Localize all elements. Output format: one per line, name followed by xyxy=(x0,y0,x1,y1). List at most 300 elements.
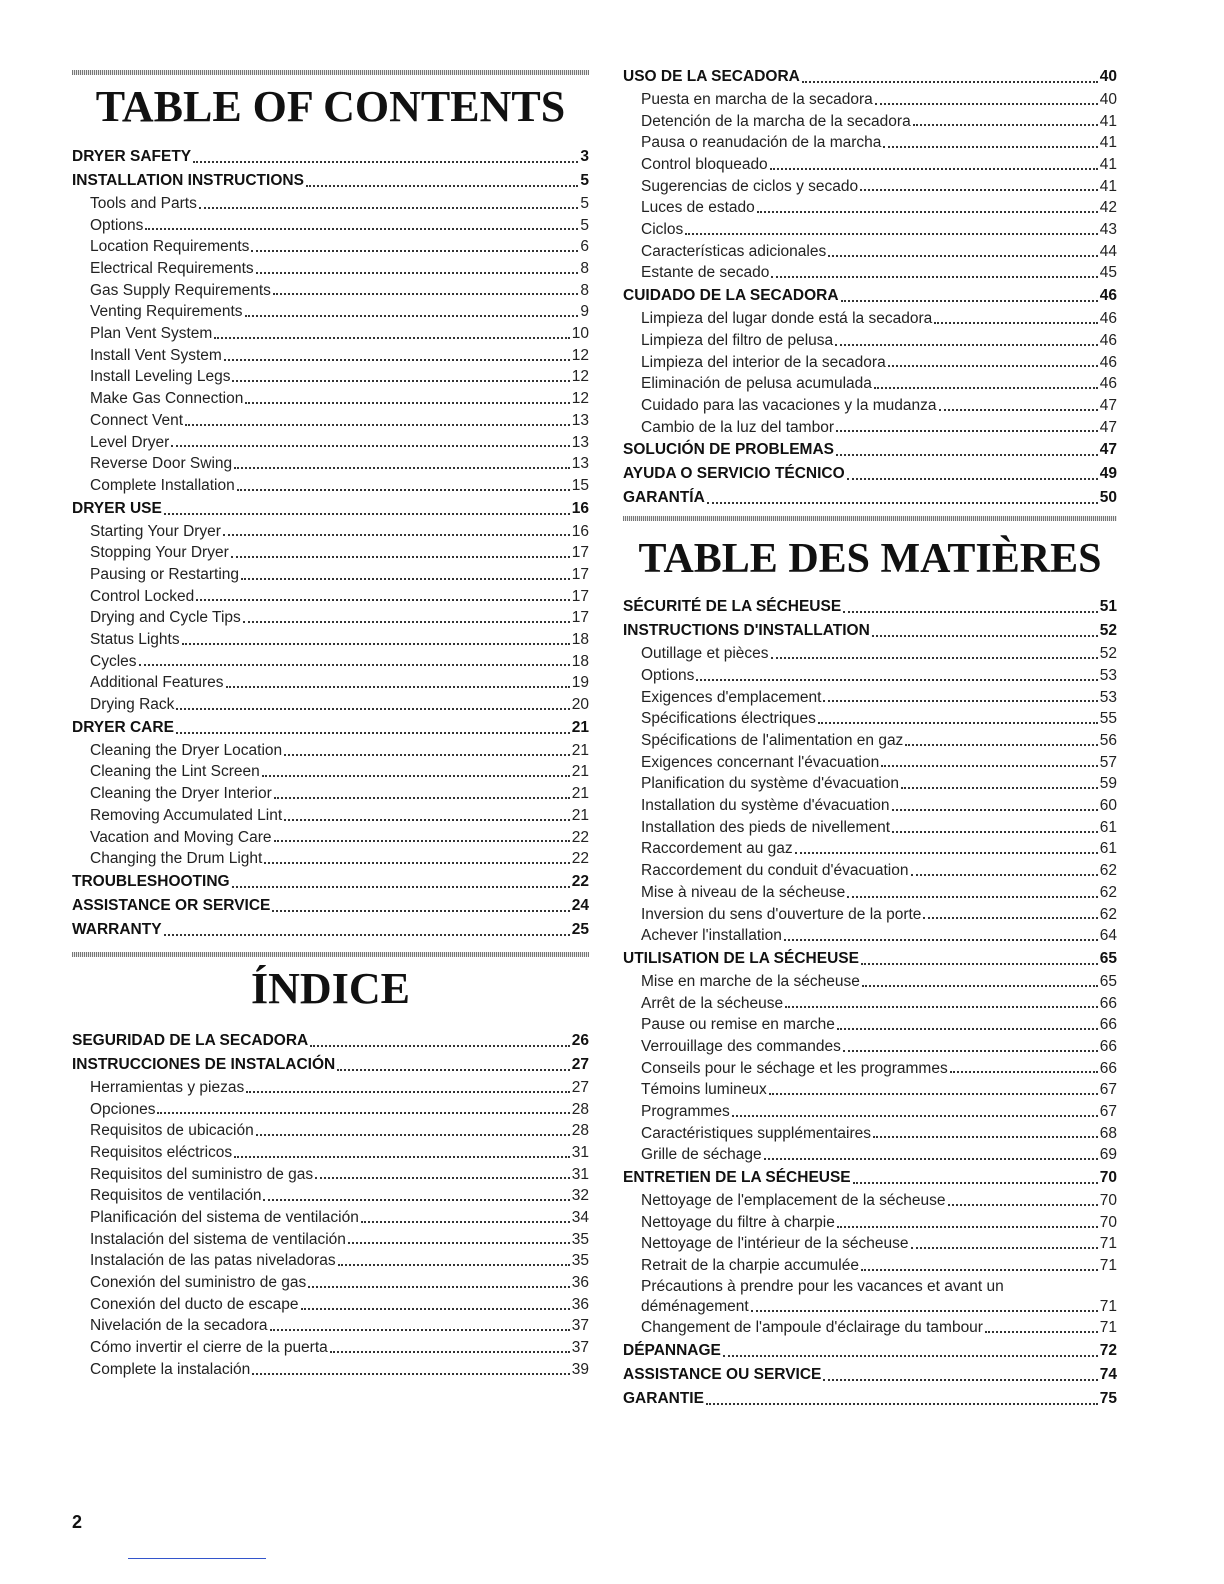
toc-subentry[interactable] xyxy=(623,197,1117,219)
toc-subentry[interactable] xyxy=(623,308,1117,330)
dot-leader xyxy=(771,276,1097,278)
dot-leader xyxy=(892,809,1098,811)
toc-section-entry[interactable] xyxy=(72,894,589,918)
toc-entry-label: Connect Vent xyxy=(90,411,184,429)
dot-leader xyxy=(182,643,570,645)
toc-entry-label: Tools and Parts xyxy=(90,194,197,212)
toc-section-entry[interactable] xyxy=(623,1387,1117,1411)
toc-page-number: 71 xyxy=(1099,1297,1117,1315)
toc-page-number: 13 xyxy=(571,411,589,429)
dot-leader xyxy=(274,840,570,842)
toc-page-number: 13 xyxy=(571,433,589,451)
toc-subentry[interactable] xyxy=(72,1185,589,1207)
toc-subentry[interactable] xyxy=(623,773,1117,795)
toc-page-number: 52 xyxy=(1099,645,1117,663)
dot-leader xyxy=(847,478,1098,480)
toc-page-number: 75 xyxy=(1099,1389,1117,1407)
toc-page-number: 65 xyxy=(1099,972,1117,990)
toc-entry-label: Planificación del sistema de ventilación xyxy=(90,1209,359,1227)
toc-page-number: 45 xyxy=(1099,264,1117,282)
toc-entry-label: GARANTÍA xyxy=(623,489,705,507)
dot-leader xyxy=(301,1308,570,1310)
toc-subentry[interactable] xyxy=(623,665,1117,687)
dot-leader xyxy=(246,1091,570,1093)
toc-subentry[interactable] xyxy=(72,193,589,215)
toc-page-number: 16 xyxy=(571,522,589,540)
toc-subentry[interactable] xyxy=(623,1058,1117,1080)
toc-page-number: 22 xyxy=(571,850,589,868)
toc-list-english xyxy=(72,145,589,942)
toc-subentry[interactable] xyxy=(623,1234,1117,1256)
dot-leader xyxy=(264,862,569,864)
toc-page-number: 70 xyxy=(1099,1213,1117,1231)
toc-entry-label: Pausing or Restarting xyxy=(90,565,240,583)
toc-subentry[interactable] xyxy=(623,643,1117,665)
toc-subentry[interactable] xyxy=(623,176,1117,198)
toc-entry-label: Gas Supply Requirements xyxy=(90,281,271,299)
toc-subentry[interactable] xyxy=(72,1164,589,1186)
toc-entry-label: Instalación de las patas niveladoras xyxy=(90,1252,336,1270)
toc-entry-label: TROUBLESHOOTING xyxy=(72,872,230,890)
toc-entry-label: CUIDADO DE LA SECADORA xyxy=(623,287,839,305)
toc-section-entry[interactable] xyxy=(623,438,1117,462)
toc-subentry[interactable] xyxy=(72,1142,589,1164)
dot-leader xyxy=(245,402,569,404)
toc-page-number: 49 xyxy=(1099,465,1117,483)
dot-leader xyxy=(823,1379,1097,1381)
toc-entry-label: Cycles xyxy=(90,652,137,670)
toc-subentry[interactable] xyxy=(623,860,1117,882)
toc-subentry[interactable] xyxy=(72,453,589,475)
toc-page-number: 16 xyxy=(571,499,589,517)
toc-title-english: TABLE OF CONTENTS xyxy=(95,82,566,131)
toc-section-entry[interactable] xyxy=(72,870,589,894)
dot-leader xyxy=(828,255,1098,257)
toc-subentry[interactable] xyxy=(72,410,589,432)
toc-subentry[interactable] xyxy=(72,1337,589,1359)
toc-subentry[interactable] xyxy=(623,1101,1117,1123)
dot-leader xyxy=(262,775,570,777)
toc-subentry[interactable] xyxy=(72,280,589,302)
dot-leader xyxy=(950,1071,1098,1073)
toc-section-entry[interactable] xyxy=(72,1053,589,1077)
toc-subentry[interactable] xyxy=(72,301,589,323)
toc-entry-label: Cómo invertir el cierre de la puerta xyxy=(90,1339,328,1357)
toc-subentry[interactable] xyxy=(72,258,589,280)
toc-entry-label: Complete Installation xyxy=(90,476,235,494)
toc-subentry[interactable] xyxy=(623,330,1117,352)
toc-page-number: 47 xyxy=(1099,441,1117,459)
toc-subentry[interactable] xyxy=(623,687,1117,709)
dot-leader xyxy=(751,1310,1098,1312)
toc-entry-label: UTILISATION DE LA SÉCHEUSE xyxy=(623,949,859,967)
toc-section-entry[interactable] xyxy=(623,284,1117,308)
dot-leader xyxy=(330,1351,570,1353)
toc-subentry[interactable] xyxy=(623,817,1117,839)
toc-subentry[interactable] xyxy=(72,672,589,694)
toc-section-entry[interactable] xyxy=(623,1166,1117,1190)
toc-subentry[interactable] xyxy=(623,839,1117,861)
toc-page-number: 6 xyxy=(580,238,589,256)
toc-subentry[interactable] xyxy=(623,1036,1117,1058)
toc-entry-label: Retrait de la charpie accumulée xyxy=(641,1257,859,1275)
toc-subentry[interactable] xyxy=(72,367,589,389)
toc-subentry[interactable] xyxy=(623,882,1117,904)
toc-page-number: 15 xyxy=(571,476,589,494)
dot-leader xyxy=(310,1045,570,1047)
toc-entry-label: Conexión del suministro de gas xyxy=(90,1274,307,1292)
toc-subentry[interactable] xyxy=(72,783,589,805)
toc-subentry[interactable] xyxy=(623,1317,1117,1339)
toc-page-number: 71 xyxy=(1099,1257,1117,1275)
toc-page-number: 68 xyxy=(1099,1124,1117,1142)
toc-section-entry[interactable] xyxy=(623,1363,1117,1387)
toc-page-number: 64 xyxy=(1099,927,1117,945)
toc-page-number: 37 xyxy=(571,1317,589,1335)
dot-leader xyxy=(757,211,1098,213)
toc-entry-label: Cuidado para las vacaciones y la mudanza xyxy=(641,396,937,414)
toc-page-number: 12 xyxy=(571,346,589,364)
toc-subentry[interactable] xyxy=(72,740,589,762)
toc-page-number: 72 xyxy=(1099,1341,1117,1359)
dot-leader xyxy=(338,1264,570,1266)
toc-page-number: 13 xyxy=(571,455,589,473)
dot-leader xyxy=(256,1134,570,1136)
toc-entry-label: Removing Accumulated Lint xyxy=(90,806,283,824)
toc-page-number: 41 xyxy=(1099,177,1117,195)
toc-subentry[interactable] xyxy=(623,219,1117,241)
toc-entry-label: Pausa o reanudación de la marcha xyxy=(641,134,882,152)
toc-subentry[interactable] xyxy=(72,827,589,849)
toc-subentry[interactable] xyxy=(72,694,589,716)
toc-subentry[interactable] xyxy=(623,352,1117,374)
dot-leader xyxy=(843,1050,1098,1052)
toc-entry-label: DÉPANNAGE xyxy=(623,1341,721,1359)
dot-leader xyxy=(157,1112,569,1114)
toc-subentry[interactable] xyxy=(72,345,589,367)
toc-page-number: 31 xyxy=(571,1143,589,1161)
toc-section-entry[interactable] xyxy=(623,1339,1117,1363)
dot-leader xyxy=(841,300,1098,302)
dot-leader xyxy=(847,896,1098,898)
toc-section-entry[interactable] xyxy=(72,1029,589,1053)
toc-subentry[interactable] xyxy=(623,373,1117,395)
toc-entry-label: Limpieza del interior de la secadora xyxy=(641,353,886,371)
toc-page-number: 25 xyxy=(571,920,589,938)
toc-entry-label: Eliminación de pelusa acumulada xyxy=(641,375,872,393)
toc-page-number: 60 xyxy=(1099,797,1117,815)
toc-subentry[interactable] xyxy=(623,1144,1117,1166)
toc-entry-label: Status Lights xyxy=(90,631,180,649)
toc-subentry[interactable] xyxy=(72,1272,589,1294)
toc-subentry[interactable] xyxy=(623,730,1117,752)
dot-leader xyxy=(923,917,1097,919)
toc-entry-label: Detención de la marcha de la secadora xyxy=(641,112,911,130)
toc-page-number: 70 xyxy=(1099,1169,1117,1187)
toc-entry-label: DRYER CARE xyxy=(72,718,174,736)
toc-page-number: 18 xyxy=(571,631,589,649)
toc-section-entry[interactable] xyxy=(72,497,589,521)
section-rule xyxy=(623,516,1117,521)
toc-entry-label: DRYER SAFETY xyxy=(72,148,192,165)
toc-entry-label: Puesta en marcha de la secadora xyxy=(641,90,873,108)
toc-page-number: 66 xyxy=(1099,1016,1117,1034)
dot-leader xyxy=(892,831,1098,833)
toc-subentry[interactable] xyxy=(72,564,589,586)
dot-leader xyxy=(272,910,569,912)
toc-page-number: 62 xyxy=(1099,883,1117,901)
toc-entry-label: Opciones xyxy=(90,1100,156,1118)
toc-subentry[interactable] xyxy=(623,111,1117,133)
toc-subentry[interactable] xyxy=(623,1277,1117,1317)
toc-subentry[interactable] xyxy=(623,395,1117,417)
toc-section-entry[interactable] xyxy=(623,947,1117,971)
toc-page-number: 12 xyxy=(571,368,589,386)
dot-leader xyxy=(860,189,1098,191)
toc-page-number: 46 xyxy=(1099,310,1117,328)
toc-subentry[interactable] xyxy=(623,1190,1117,1212)
toc-page-number: 5 xyxy=(580,216,589,234)
dot-leader xyxy=(836,430,1098,432)
toc-subentry[interactable] xyxy=(72,651,589,673)
dot-leader xyxy=(274,797,570,799)
toc-subentry[interactable] xyxy=(72,521,589,543)
toc-entry-label: Requisitos de ubicación xyxy=(90,1122,254,1140)
toc-subentry[interactable] xyxy=(72,388,589,410)
dot-leader xyxy=(784,939,1098,941)
toc-subentry[interactable] xyxy=(72,586,589,608)
toc-subentry[interactable] xyxy=(72,542,589,564)
dot-leader xyxy=(284,754,570,756)
toc-subentry[interactable] xyxy=(72,475,589,497)
toc-section-entry[interactable] xyxy=(72,716,589,740)
toc-entry-label: Drying and Cycle Tips xyxy=(90,609,241,627)
toc-subentry[interactable] xyxy=(72,1207,589,1229)
toc-page-number: 10 xyxy=(571,325,589,343)
toc-subentry[interactable] xyxy=(623,1079,1117,1101)
toc-subentry[interactable] xyxy=(72,1250,589,1272)
toc-entry-label: Mise à niveau de la sécheuse xyxy=(641,883,846,901)
toc-page-number: 5 xyxy=(580,194,589,212)
dot-leader xyxy=(176,732,570,734)
toc-subentry[interactable] xyxy=(623,708,1117,730)
toc-entry-label: Inversion du sens d'ouverture de la porte xyxy=(641,905,922,923)
toc-entry-label: Conseils pour le séchage et les programmes xyxy=(641,1059,948,1077)
toc-subentry[interactable] xyxy=(623,417,1117,439)
toc-entry-label: SOLUCIÓN DE PROBLEMAS xyxy=(623,441,834,459)
toc-entry-label: Nivelación de la secadora xyxy=(90,1317,268,1335)
dot-leader xyxy=(185,424,570,426)
toc-subentry[interactable] xyxy=(623,1123,1117,1145)
toc-section-entry[interactable] xyxy=(623,65,1117,89)
toc-section-entry[interactable] xyxy=(623,619,1117,643)
footer-line xyxy=(128,1558,266,1559)
toc-entry-label: SÉCURITÉ DE LA SÉCHEUSE xyxy=(623,598,842,616)
toc-page-number: 41 xyxy=(1099,112,1117,130)
toc-section-entry[interactable] xyxy=(623,595,1117,619)
toc-page-number: 62 xyxy=(1099,862,1117,880)
toc-page-number: 59 xyxy=(1099,775,1117,793)
toc-subentry[interactable] xyxy=(72,1359,589,1381)
toc-subentry[interactable] xyxy=(72,607,589,629)
toc-entry-label: Plan Vent System xyxy=(90,325,213,343)
toc-subentry[interactable] xyxy=(623,904,1117,926)
toc-subentry[interactable] xyxy=(72,1120,589,1142)
toc-entry-label: Changing the Drum Light xyxy=(90,850,263,868)
toc-section-entry[interactable] xyxy=(72,145,589,169)
toc-subentry[interactable] xyxy=(72,236,589,258)
toc-page-number: 21 xyxy=(571,718,589,736)
toc-page-number: 19 xyxy=(571,674,589,692)
toc-entry-label: INSTRUCCIONES DE INSTALACIÓN xyxy=(72,1055,336,1073)
toc-page-number: 66 xyxy=(1099,1059,1117,1077)
dot-leader xyxy=(226,686,570,688)
toc-entry-label: SEGURIDAD DE LA SECADORA xyxy=(72,1031,309,1049)
toc-subentry[interactable] xyxy=(623,1212,1117,1234)
toc-entry-label: Requisitos de ventilación xyxy=(90,1187,262,1205)
toc-page-number: 8 xyxy=(580,281,589,299)
toc-subentry[interactable] xyxy=(72,629,589,651)
toc-page-number: 67 xyxy=(1099,1103,1117,1121)
toc-entry-label: Options xyxy=(90,216,144,234)
dot-leader xyxy=(837,1028,1098,1030)
page-number: 2 xyxy=(72,1512,83,1532)
dot-leader xyxy=(193,161,578,163)
toc-subentry[interactable] xyxy=(623,89,1117,111)
dot-leader xyxy=(337,1069,570,1071)
toc-subentry[interactable] xyxy=(623,752,1117,774)
toc-page-number: 22 xyxy=(571,828,589,846)
toc-entry-label: Install Leveling Legs xyxy=(90,368,231,386)
toc-entry-label: Conexión del ducto de escape xyxy=(90,1295,299,1313)
toc-page-number: 43 xyxy=(1099,221,1117,239)
toc-subentry[interactable] xyxy=(72,762,589,784)
dot-leader xyxy=(901,787,1098,789)
toc-entry-label-continued xyxy=(641,1297,1117,1317)
toc-page-number: 24 xyxy=(571,896,589,914)
toc-subentry[interactable] xyxy=(623,132,1117,154)
toc-section-entry[interactable] xyxy=(623,462,1117,486)
toc-page-number: 21 xyxy=(571,785,589,803)
dot-leader xyxy=(706,1403,1098,1405)
dot-leader xyxy=(861,963,1098,965)
toc-page-number: 55 xyxy=(1099,710,1117,728)
toc-page-number: 41 xyxy=(1099,156,1117,174)
toc-page-number: 28 xyxy=(571,1100,589,1118)
toc-page-number: 57 xyxy=(1099,753,1117,771)
toc-section-entry[interactable] xyxy=(623,486,1117,510)
dot-leader xyxy=(308,1286,569,1288)
toc-entry-label: Stopping Your Dryer xyxy=(90,544,229,562)
dot-leader xyxy=(723,1355,1098,1357)
toc-entry-label: Achever l'installation xyxy=(641,927,782,945)
toc-entry-label: DRYER USE xyxy=(72,499,162,517)
dot-leader xyxy=(872,635,1098,637)
dot-leader xyxy=(234,1156,570,1158)
toc-subentry[interactable] xyxy=(72,1294,589,1316)
toc-page-number: 21 xyxy=(571,763,589,781)
toc-page-number: 42 xyxy=(1099,199,1117,217)
dot-leader xyxy=(315,1177,570,1179)
dot-leader xyxy=(306,185,578,187)
dot-leader xyxy=(911,874,1098,876)
dot-leader xyxy=(231,556,570,558)
dot-leader xyxy=(237,489,570,491)
dot-leader xyxy=(843,611,1098,613)
dot-leader xyxy=(939,409,1098,411)
toc-subentry[interactable] xyxy=(72,848,589,870)
toc-section-entry[interactable] xyxy=(72,169,589,193)
toc-page-number: 36 xyxy=(571,1274,589,1292)
toc-entry-label: Exigences concernant l'évacuation xyxy=(641,753,880,771)
toc-subentry[interactable] xyxy=(623,795,1117,817)
dot-leader xyxy=(273,293,578,295)
toc-section-entry[interactable] xyxy=(72,918,589,942)
toc-page-number: 51 xyxy=(1099,598,1117,616)
toc-subentry[interactable] xyxy=(623,925,1117,947)
toc-entry-label: Outillage et pièces xyxy=(641,645,769,663)
toc-entry-label: Programmes xyxy=(641,1103,730,1121)
toc-subentry[interactable] xyxy=(72,215,589,237)
toc-page-number: 47 xyxy=(1099,418,1117,436)
toc-subentry[interactable] xyxy=(623,993,1117,1015)
dot-leader xyxy=(252,1373,569,1375)
dot-leader xyxy=(232,380,569,382)
dot-leader xyxy=(361,1221,570,1223)
toc-page-number: 31 xyxy=(571,1165,589,1183)
toc-subentry[interactable] xyxy=(72,1316,589,1338)
toc-entry-label: Mise en marche de la sécheuse xyxy=(641,972,860,990)
toc-subentry[interactable] xyxy=(623,263,1117,285)
toc-entry-label: Caractéristiques supplémentaires xyxy=(641,1124,872,1142)
toc-subentry[interactable] xyxy=(623,971,1117,993)
toc-entry-label: INSTALLATION INSTRUCTIONS xyxy=(72,172,304,189)
toc-page-number: 39 xyxy=(571,1360,589,1378)
toc-entry-label: Nettoyage de l'intérieur de la sécheuse xyxy=(641,1235,909,1253)
toc-entry-label: Cleaning the Dryer Interior xyxy=(90,785,272,803)
toc-subentry[interactable] xyxy=(72,323,589,345)
toc-entry-label: Planification du système d'évacuation xyxy=(641,775,899,793)
dot-leader xyxy=(770,168,1098,170)
dot-leader xyxy=(883,146,1097,148)
toc-subentry[interactable] xyxy=(72,805,589,827)
toc-entry-label: Témoins lumineux xyxy=(641,1081,767,1099)
toc-subentry[interactable] xyxy=(72,1077,589,1099)
toc-subentry[interactable] xyxy=(623,1014,1117,1036)
dot-leader xyxy=(911,1247,1098,1249)
toc-list-spanish xyxy=(72,1029,589,1381)
toc-title-french: TABLE DES MATIÈRES xyxy=(638,536,1102,583)
dot-leader xyxy=(769,1093,1098,1095)
toc-entry-label: Herramientas y piezas xyxy=(90,1078,245,1096)
toc-subentry[interactable] xyxy=(72,1229,589,1251)
toc-entry-label: Nettoyage de l'emplacement de la sécheuse xyxy=(641,1192,946,1210)
dot-leader xyxy=(732,1115,1098,1117)
toc-subentry[interactable] xyxy=(623,154,1117,176)
toc-subentry[interactable] xyxy=(72,432,589,454)
dot-leader xyxy=(985,1331,1098,1333)
toc-entry-label: Luces de estado xyxy=(641,199,755,217)
toc-subentry[interactable] xyxy=(72,1099,589,1121)
toc-entry-label: INSTRUCTIONS D'INSTALLATION xyxy=(623,622,870,640)
toc-title-spanish: ÍNDICE xyxy=(251,963,410,1013)
toc-subentry[interactable] xyxy=(623,1255,1117,1277)
toc-entry-label: Location Requirements xyxy=(90,238,250,256)
toc-page-number: 3 xyxy=(580,148,589,165)
toc-subentry[interactable] xyxy=(623,241,1117,263)
toc-entry-label: Requisitos del suministro de gas xyxy=(90,1165,314,1183)
toc-entry-label: Pause ou remise en marche xyxy=(641,1016,835,1034)
